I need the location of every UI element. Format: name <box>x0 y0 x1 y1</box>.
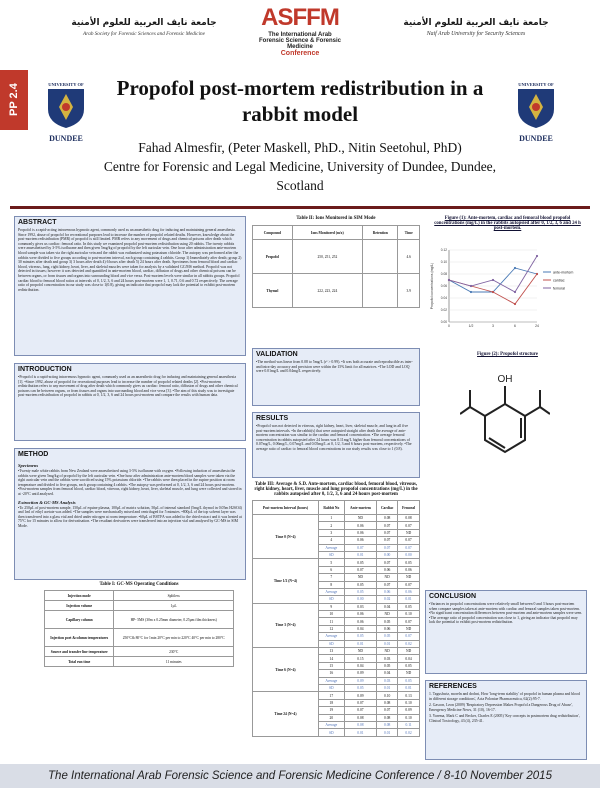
authors <box>100 138 500 195</box>
table1-row <box>45 601 234 611</box>
y-tick-label: 0.10 <box>440 260 447 265</box>
conclusion-heading: CONCLUSION <box>429 593 477 600</box>
conference-logo-mark: ASFFM <box>261 4 339 31</box>
introduction-box <box>14 363 246 441</box>
table3-cell: 18 <box>318 699 344 706</box>
table3-cell: 0.11 <box>398 721 420 728</box>
table3-group-label: Time 6 (N=4) <box>253 648 319 692</box>
table3-cell: SD <box>318 684 344 691</box>
abstract-heading: ABSTRACT <box>18 219 57 226</box>
table3-cell: Average <box>318 544 344 551</box>
table1-cell: Injection port &column temperatures <box>45 629 114 647</box>
table3-cell: 0.06 <box>344 611 376 618</box>
left-dundee-crest <box>36 82 96 143</box>
table3-cell: 0.01 <box>398 684 420 691</box>
legend-label: femoral <box>553 286 565 291</box>
table3-group-label: Time 1/2 (N=4) <box>253 559 319 603</box>
x-tick-label: 1/2 <box>468 324 474 328</box>
table1-cell: Injection volume <box>45 601 114 611</box>
table3-caption: Table III: Average & S.D. Ante-mortem, cardiac blood, femoral blood, vitreous, right kidney, heart, liver, muscle and lung propofol concentrations (mg/L) in the rabbits autopsied after 0, 1/2, 3, 6 and 24 hours post-mortem <box>254 482 418 497</box>
table3-header-row <box>253 501 420 515</box>
table1-row <box>45 629 234 647</box>
table3-cell: 7 <box>318 574 344 581</box>
table2-header: Time <box>398 226 420 240</box>
table3-cell: 0.10 <box>377 692 398 699</box>
table3-row <box>253 603 420 610</box>
table2-caption: Table II: Ions Monitored in SIM Mode <box>296 216 376 221</box>
table3-cell: 10 <box>318 611 344 618</box>
table3-cell: 0.09 <box>344 670 376 677</box>
table2-header-row <box>253 226 420 240</box>
table3-cell: 0.07 <box>377 707 398 714</box>
table2-row <box>253 274 420 308</box>
table3-cell: 0.08 <box>344 714 376 721</box>
table3-cell: 0.07 <box>377 529 398 536</box>
validation-box <box>252 348 420 406</box>
conclusion-box <box>425 590 587 674</box>
table3-cell: 0.05 <box>398 662 420 669</box>
table3-cell: 0.10 <box>398 699 420 706</box>
table3-cell: 0.05 <box>344 559 376 566</box>
table3-cell: 17 <box>318 692 344 699</box>
table3-cell: 19 <box>318 707 344 714</box>
table2-cell: 222, 223, 224 <box>292 274 362 308</box>
table3-cell: SD <box>318 640 344 647</box>
table3-cell: 0.09 <box>398 707 420 714</box>
table3-cell: 0.07 <box>398 618 420 625</box>
table3-cell: 0.05 <box>398 603 420 610</box>
reference-2: 2. Gascon, Leon (2009) 'Respiratory Depression Makes Propofol a Dangerous Drug of Abuse', Emergency Medicine News, 31 (10), 16-17. <box>429 703 573 712</box>
conference-line-3: Conference <box>280 50 320 57</box>
table3-header: Rabbit No <box>318 501 344 515</box>
table3-cell: 0.05 <box>377 633 398 640</box>
y-tick-label: 0.04 <box>440 296 447 301</box>
table3-cell: 0.05 <box>344 633 376 640</box>
table2-cell: 4.6 <box>398 240 420 274</box>
table3-cell: 0.07 <box>398 544 420 551</box>
table3 <box>252 482 420 737</box>
table3-cell: 0.07 <box>377 544 398 551</box>
table3-cell: 0.01 <box>377 684 398 691</box>
data-point <box>514 303 516 305</box>
table3-cell: 11 <box>318 618 344 625</box>
table2-cell: 250, 251, 252 <box>292 240 362 274</box>
table3-header: Cardiac <box>377 501 398 515</box>
table3-cell: 0.07 <box>377 537 398 544</box>
conference-line-1: The International Arab <box>268 32 332 38</box>
table3-cell: 0.07 <box>344 707 376 714</box>
table3-cell: 6 <box>318 566 344 573</box>
left-crest-shield <box>46 87 86 129</box>
table3-cell: Average <box>318 588 344 595</box>
left-society-logo <box>64 18 224 68</box>
table3-cell: 16 <box>318 670 344 677</box>
table3-cell: 12 <box>318 625 344 632</box>
table3-cell: Average <box>318 721 344 728</box>
table3-cell: ND <box>398 529 420 536</box>
abstract-box <box>14 216 246 356</box>
table3-cell: 0.07 <box>398 522 420 529</box>
table3-cell: 0.01 <box>377 729 398 736</box>
method-heading: METHOD <box>18 451 49 458</box>
table2-cell <box>363 240 398 274</box>
y-tick-label: 0.12 <box>440 248 447 253</box>
right-university-logo <box>396 18 556 68</box>
table1-cell: Total run time <box>45 657 114 667</box>
left-crest-top: UNIVERSITY OF <box>48 82 84 87</box>
extraction-text: •To 250µL of post-mortem sample, 150µL of equine plasma, 100µL of matrix solution, 50µL of internal standard (5mg/L thymol in 0.05m H2SO4) and 1ml of ethyl acetate was added. •The samples were mechanically mixed and centrifuged for 5 minutes. •800µL of the top solvent layer was then transferred into a glass vial and dried under nitrogen at room temperature. •60µL of BSTFA was added to the dried extract and it was heated at 75°C for 15 minutes to allow for derivatisation. •The resultant derivatives were transferred into an injection vial and analysed by GC-MS in SIM Mode. <box>18 505 242 528</box>
left-crest-name: DUNDEE <box>49 134 83 143</box>
table3-cell: 0.04 <box>377 603 398 610</box>
table3-cell: 2 <box>318 522 344 529</box>
table3-cell: ND <box>377 611 398 618</box>
table3-cell: ND <box>377 648 398 655</box>
table1-cell: Source and transfer line temperature <box>45 647 114 657</box>
table3-cell: 0.01 <box>377 640 398 647</box>
introduction-text: •Propofol is a rapid-acting intravenous hypnotic agent, commonly used as an anaesthetic drug for inducing and maintaining general anaesthesia [1]. •Since 1992, abuse of propofol for recreational purposes lead to increase the number of propofol related deaths [2]. •Post-mortem redistribution refers to any movement of drug after death which commonly gives us cardiac: femoral ratio, diffusion of drugs and other chemical poisons can be between organs, or from tissues and organs into surrounding blood and vice versa [3]. •The aim of this study was to investigate post-mortem redistribution of propofol in rabbits at 0, 1/2, 3, 6 and 24 hours post-mortem and compare the results with human data. <box>18 375 238 398</box>
oh-label: OH <box>497 374 513 385</box>
table2-header: Compound <box>253 226 293 240</box>
table3-cell: 0.00 <box>344 596 376 603</box>
specimens-text: •Twenty male white rabbits from New Zealand were anaesthetised using 3-5% isoflurane with oxygen. •Following induction of anaesthesia the rabbits were given 5mg/kg of propofol by the left auricular vein. •One hour after administration ante-mortem blood samples were taken via the right auricular vein and the rabbits were sacrificed using 15% potassium chloride. •The rabbits were then placed in the supine position at room temperature and divided to five groups, each group containing 4 rabbits. •The autopsy was performed at 0, 1/2, 3, 6 and 24 hours post-mortem. •Post-mortem samples from femoral blood, cardiac blood, vitreous, right kidney, heart, liver, skeletal muscle, and lung were collected and stored in at -20°C until analysed. <box>18 469 242 496</box>
table2-header: Ions Monitored (m/z) <box>292 226 362 240</box>
table3-cell: 0.10 <box>398 611 420 618</box>
table3-row <box>253 692 420 699</box>
references-box <box>425 680 587 760</box>
table3-cell: 13 <box>318 648 344 655</box>
table3-cell: 0.13 <box>398 692 420 699</box>
table3-cell: 0.05 <box>344 581 376 588</box>
table3-cell: 0.05 <box>398 677 420 684</box>
x-tick-label: 0 <box>448 324 450 328</box>
reference-1: 1. Tagushwiz, moreln and drohni, How 'long-term stability' of propofol in human plasma and blood in different storage conditions', Acta Poloniae Pharmaceutica, 62(2):95-7. <box>429 692 580 701</box>
x-tick-label: 6 <box>514 324 516 328</box>
table3-cell: ND <box>398 648 420 655</box>
table3-cell: 0.00 <box>377 551 398 558</box>
table1-cell: 1µL <box>114 601 234 611</box>
table2-header: Retention <box>363 226 398 240</box>
footer: The International Arab Forensic Science and Forensic Medicine Conference / 8-10 November 2015 <box>0 764 600 788</box>
table1-cell: 230°C <box>114 647 234 657</box>
table3-cell: 0.07 <box>398 581 420 588</box>
data-point <box>470 285 472 287</box>
poster-title: Propofol post-mortem redistribution in a rabbit model <box>116 76 484 126</box>
table3-cell: ND <box>344 574 376 581</box>
table3-row <box>253 648 420 655</box>
table3-group-label: Time 3 (N=4) <box>253 603 319 647</box>
table3-cell: 0.05 <box>398 559 420 566</box>
table3-group-label: Time 24 (N=4) <box>253 692 319 736</box>
right-english-name: Naif Arab University for Security Sciences <box>426 31 526 37</box>
table3-row <box>253 559 420 566</box>
table1-cell: 250°C& 80°C for 1min 20°C per min to 220°C 40°C per min to 280°C <box>114 629 234 647</box>
figure1-chart <box>425 242 585 338</box>
specimens-subheading: Specimens <box>18 463 39 468</box>
table3-cell: 0.05 <box>344 684 376 691</box>
table3-cell: ND <box>398 574 420 581</box>
data-point <box>514 267 516 269</box>
table3-cell: 0.03 <box>377 677 398 684</box>
table3-cell: SD <box>318 729 344 736</box>
abstract-text: Propofol is a rapid-acting intravenous hypnotic agent, commonly used as an anaesthetic drug for inducing and maintaining general anaesthesia. Since 1992, abuse of propofol for recreational purposes lead to increase the number of propofol related deaths. However, knowledge about the post-mortem redistribution (PMR) of propofol is still limited. PMR refers to any movement of drugs and chemical poisons after death which commonly gives us cardiac: femoral ratio. In this study we examined propofol post-mortem redistribution using 20 rabbits. The twenty rabbits were anaesthetised by 3-5% isoflurane and then given 5mg/kg of propofol by the left auricular vein. One hour after administration ante-mortem blood sample was taken via the right auricular vein and the rabbit was euthanized using potassium chloride. The autopsy was performed after the rabbits were divided to five groups according to post-mortem interval, each group containing 4 rabbits. Group 1) Immediately after death; group 2) 30 minutes after death and group 3) 3 hours after death 4) 6 hours after death 5) 24 hours after death. Specimens from femoral blood and cardiac blood, vitreous, lung, right kidney, heart, liver, and skeletal muscles were taken for analysis by a validated GC/MS method. Propofol was not detected in tissues; however it was detected and quantified in ante-mortem blood, cardiac, diffusion of drugs and other chemical poisons can be between organs, or from tissues and organs into surrounding blood and vice versa. Post-mortem levels were similar in all rabbits groups. Propofol cardiac blood to femoral blood ratios at intervals of 0, 1/2, 3, 6 and 24 hours post-mortem were 1, 1, 0.71, 0.6 and 0.72 respectively. The average ratio of propofol concentration in our study was close to 1(0.8), giving an indicator that propofol may lack the potential to exhibit post-mortem redistribution. <box>18 228 242 292</box>
results-heading: RESULTS <box>256 415 289 422</box>
y-tick-label: 0.02 <box>440 308 447 313</box>
table1-cell: Capillary column <box>45 611 114 629</box>
table3-cell: 5 <box>318 559 344 566</box>
table3-group-label: Time 0 (N=4) <box>253 515 319 559</box>
table3-header: Ante-mortem <box>344 501 376 515</box>
table3-cell: 0.04 <box>344 625 376 632</box>
table3-header: Femoral <box>398 501 420 515</box>
table3-cell: 0.09 <box>344 677 376 684</box>
table3-row <box>253 515 420 522</box>
table1 <box>44 582 234 667</box>
table3-cell: 0.04 <box>377 670 398 677</box>
results-box <box>252 412 420 478</box>
table3-cell: 3 <box>318 529 344 536</box>
table3-cell: 0.06 <box>377 625 398 632</box>
table3-cell: 0.08 <box>377 515 398 522</box>
table3-cell: 0.06 <box>344 522 376 529</box>
table3-cell: 0.06 <box>344 618 376 625</box>
table3-cell: 0.03 <box>377 655 398 662</box>
table2-cell: Propofol <box>253 240 293 274</box>
table3-cell: 0.07 <box>344 566 376 573</box>
right-crest-top: UNIVERSITY OF <box>518 82 554 87</box>
table3-cell: 0.06 <box>377 566 398 573</box>
title-divider <box>10 206 590 209</box>
table3-cell: 0.04 <box>344 662 376 669</box>
legend-label: cardiac <box>553 278 565 283</box>
right-crest-name: DUNDEE <box>519 134 553 143</box>
table2-row <box>253 240 420 274</box>
table3-cell: 8 <box>318 581 344 588</box>
data-point <box>470 291 472 293</box>
left-arabic-name: جامعة نايف العربية للعلوم الأمنية <box>71 18 217 28</box>
table3-cell: 0.07 <box>377 522 398 529</box>
table1-cell: Splitless <box>114 591 234 601</box>
table3-cell: 0.07 <box>377 581 398 588</box>
right-crest-shield <box>516 87 556 129</box>
y-tick-label: 0.00 <box>440 320 447 325</box>
table3-cell: 0.06 <box>398 566 420 573</box>
table3-cell: 0.01 <box>398 596 420 603</box>
data-point <box>492 291 494 293</box>
introduction-heading: INTRODUCTION <box>18 366 72 373</box>
table3-cell: ND <box>398 625 420 632</box>
y-tick-label: 0.06 <box>440 284 447 289</box>
table3-cell: ND <box>398 670 420 677</box>
table3-cell: Average <box>318 677 344 684</box>
table2-cell: Thymol <box>253 274 293 308</box>
results-text: •Propofol was not detected in vitreous, right kidney, heart, liver, skeletal muscle, and lung in all five post-mortem intervals. •In the rabbit(s) that were autopsied straight after death the average of ante-mortem concentration was similar to the cardiac and femoral concentration. •The average femoral concentration in rabbits autopsied after 24 hours was 0.11mg/L higher than femoral concentrations of 0.07mg/L, 0.06mg/L, 0.07mg/L and 0.05mg/L at 0, 1/2, 3 and 6 hours post-mortem, respectively. •The average ratio of cardiac to femoral blood concentrations in our study results was close to 1 (0.8). <box>256 424 412 451</box>
table1-row <box>45 647 234 657</box>
data-point <box>536 273 538 275</box>
table3-cell: SD <box>318 551 344 558</box>
y-tick-label: 0.08 <box>440 272 447 277</box>
table3-cell: ND <box>344 515 376 522</box>
table2-cell: 3.9 <box>398 274 420 308</box>
table3-cell: 0.08 <box>398 515 420 522</box>
affiliation: Centre for Forensic and Legal Medicine, University of Dundee, Dundee, Scotland <box>103 159 497 193</box>
table3-cell: 0.06 <box>344 537 376 544</box>
table3-cell: 0.07 <box>344 699 376 706</box>
conclusion-text: •Variances in propofol concentrations were relatively small between 0 and 3 hours post-mortem when compare samples taken at ante-mortem with cardiac and femoral samples taken post-mortem. •No significant concentration differences between post-mortem and ante-mortem samples were seen. •The average ratio of propofol concentration was close to 1, giving an indicator that propofol may lack the potential to exhibit post-mortem redistribution. <box>429 602 583 625</box>
table3-cell: 0.08 <box>377 699 398 706</box>
table3-cell: 0.00 <box>398 551 420 558</box>
table3-cell: 0.08 <box>377 721 398 728</box>
figure2-caption: Figure (2): Propofol structure <box>477 352 538 357</box>
extraction-subheading: Extraction & GC-MS Analysis <box>18 499 76 505</box>
table1-row <box>45 657 234 667</box>
table3-cell: 0.04 <box>398 655 420 662</box>
table1-row <box>45 611 234 629</box>
table3-cell: 0.10 <box>398 714 420 721</box>
table3-cell: 0.05 <box>377 618 398 625</box>
series-line-cardiac <box>449 274 537 304</box>
table3-cell: 0.01 <box>344 729 376 736</box>
table3-header: Post-mortem Interval (hours) <box>253 501 319 515</box>
method-box <box>14 448 246 580</box>
table3-cell: 0.02 <box>398 640 420 647</box>
data-point <box>536 255 538 257</box>
table3-cell: 20 <box>318 714 344 721</box>
x-tick-label: 24 <box>535 324 539 328</box>
table3-cell: 0.07 <box>398 633 420 640</box>
table1-cell: Injection mode <box>45 591 114 601</box>
conference-logo <box>250 4 350 68</box>
table3-cell: 4 <box>318 537 344 544</box>
pp-tag: PP 2.4 <box>0 70 28 130</box>
table3-cell: 0.06 <box>398 588 420 595</box>
conference-line-2: Forensic Science & Forensic Medicine <box>258 38 342 50</box>
table3-cell: 0.06 <box>344 529 376 536</box>
table3-cell: 1 <box>318 515 344 522</box>
validation-text: •The method was linear from 0.08 to 5mg/L (r² > 0.99). •It was both accurate and reproducible as inter- and intra-day accuracy and precision were within the 15% limit for all matrices. •The LOD and LOQ were 0.01mg/L and 0.04mg/L respectively. <box>256 360 413 374</box>
table3-cell: 0.07 <box>344 544 376 551</box>
right-dundee-crest <box>506 82 566 143</box>
table3-cell: Average <box>318 633 344 640</box>
table3-cell: SD <box>318 596 344 603</box>
table3-cell: 0.15 <box>344 655 376 662</box>
table3-cell: 0.03 <box>344 603 376 610</box>
reference-3: 3. Yarema, Mark C and Becker, Charles E (2005) 'Key concepts in postmortem drug redistribution', Clinical Toxicology, 43 (4), 235-41. <box>429 714 580 723</box>
table2 <box>252 216 420 308</box>
table1-cell: HP- 5MS (30m x 0.25mm diameter, 0.25µm film thickness) <box>114 611 234 629</box>
table3-cell: 0.05 <box>377 662 398 669</box>
validation-heading: VALIDATION <box>256 351 298 358</box>
table2-cell <box>363 274 398 308</box>
table3-cell: 14 <box>318 655 344 662</box>
table3-cell: 0.08 <box>377 714 398 721</box>
data-point <box>514 291 516 293</box>
table3-cell: 0.01 <box>344 640 376 647</box>
propofol-structure <box>460 362 550 480</box>
table3-cell: 0.02 <box>377 596 398 603</box>
legend-label: ante-mortem <box>553 270 574 275</box>
right-arabic-name: جامعة نايف العربية للعلوم الأمنية <box>403 18 549 28</box>
table3-cell: ND <box>344 648 376 655</box>
table3-cell: 0.07 <box>377 559 398 566</box>
table1-cell: 11 minutes <box>114 657 234 667</box>
table3-cell: 0.05 <box>344 588 376 595</box>
left-english-name: Arab Society for Forensic Sciences and Forensic Medicine <box>83 31 205 37</box>
author-names: Fahad Almesfir, (Peter Maskell, PhD., Nitin Seetohul, PhD) <box>138 140 462 155</box>
table3-cell: 0.09 <box>344 692 376 699</box>
references-heading: REFERENCES <box>429 683 477 690</box>
table3-cell: 9 <box>318 603 344 610</box>
table1-caption: Table I: GC-MS Operating Conditions <box>99 582 179 587</box>
y-axis-label: Propofol concentrations (mg/L) <box>430 262 434 310</box>
table3-cell: ND <box>377 574 398 581</box>
data-point <box>448 279 450 281</box>
table3-cell: 0.01 <box>344 551 376 558</box>
x-tick-label: 3 <box>492 324 494 328</box>
figure1-caption: Figure (1): Ante-mortem, cardiac and femoral blood propofol concentrations (mg/L) in the rabbits autopsied after 0, 1/2, 3, 6 and 24 h post-mortem. <box>434 216 581 231</box>
table3-cell: 15 <box>318 662 344 669</box>
table3-cell: 0.08 <box>344 721 376 728</box>
table1-row <box>45 591 234 601</box>
table3-cell: 0.02 <box>398 729 420 736</box>
table3-cell: 0.06 <box>377 588 398 595</box>
data-point <box>492 279 494 281</box>
table3-cell: 0.07 <box>398 537 420 544</box>
